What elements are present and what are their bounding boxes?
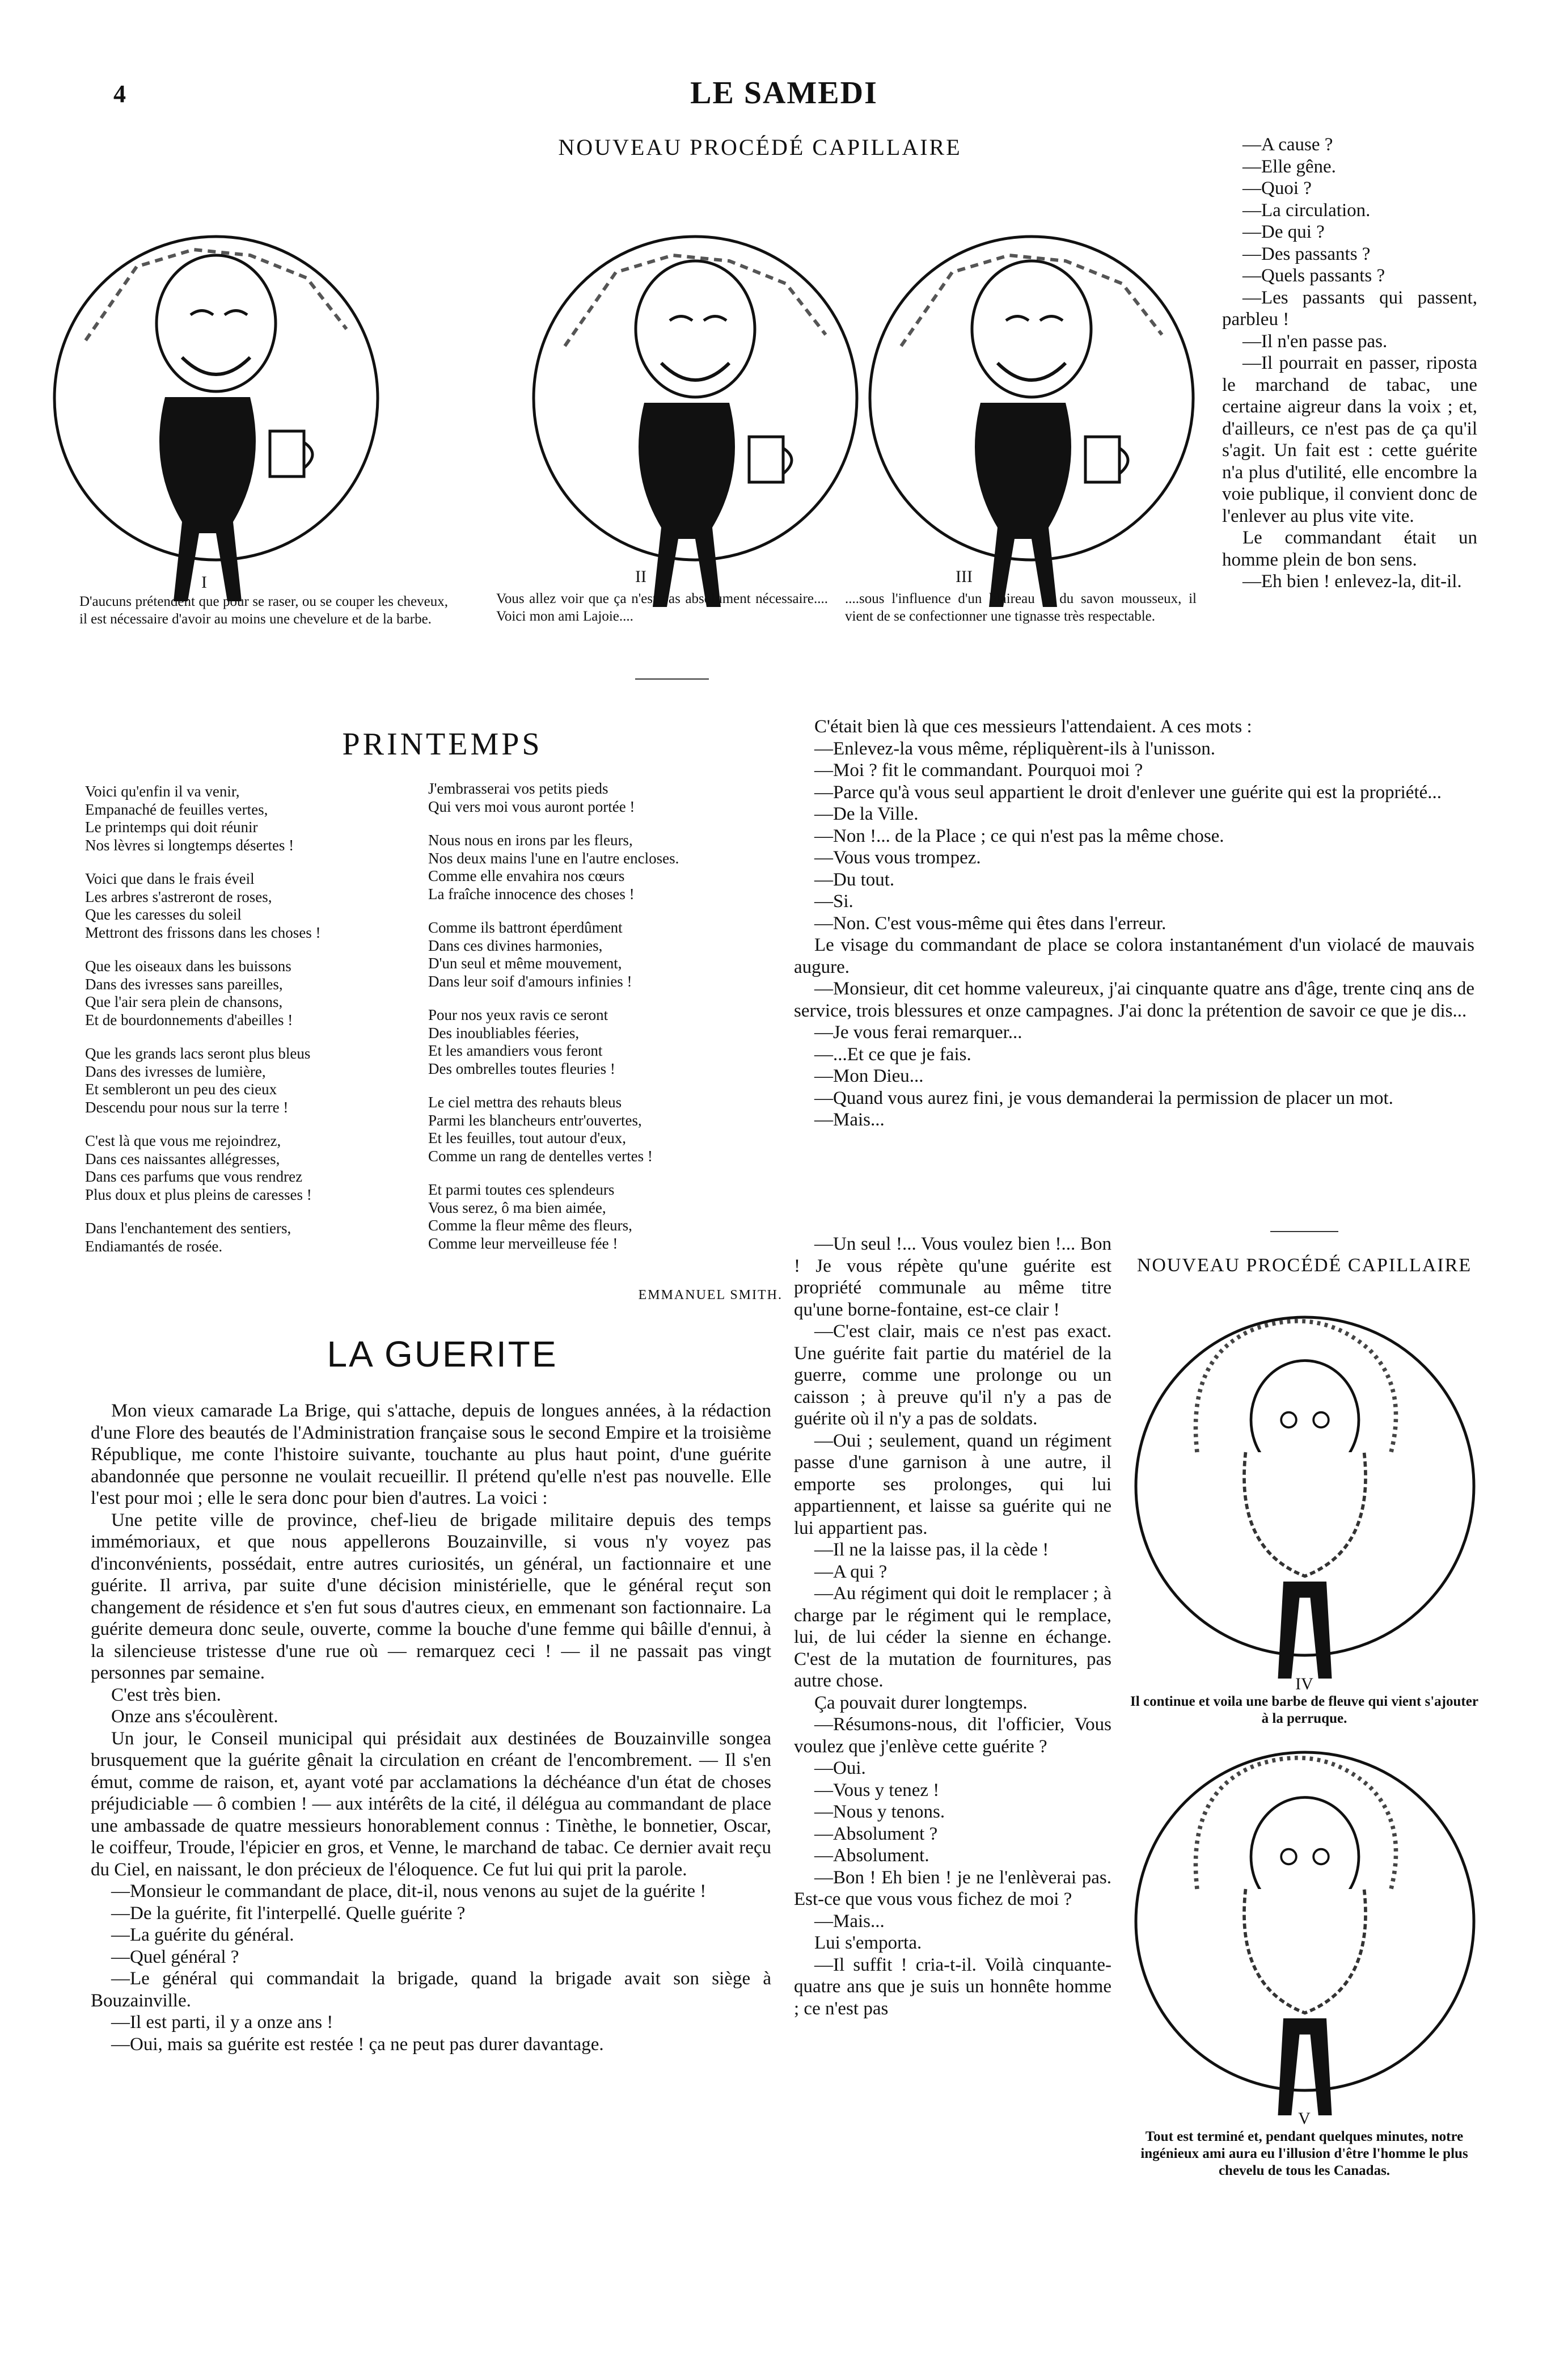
verse: Voici qu'enfin il va venir, <box>85 783 240 800</box>
verse: Dans ces naissantes allégresses, <box>85 1150 280 1167</box>
panel-4-number: IV <box>1295 1675 1313 1693</box>
stanza <box>85 1045 425 1116</box>
paragraph: —Vous vous trompez. <box>814 847 981 868</box>
paragraph: —Bon ! Eh bien ! je ne l'enlèverai pas. Est-ce que vous vous fichez de moi ? <box>794 1867 1111 1909</box>
paragraph: —Vous y tenez ! <box>814 1780 940 1801</box>
verse: Et de bourdonnements d'abeilles ! <box>85 1011 293 1028</box>
verse: Et sembleront un peu des cieux <box>85 1081 277 1098</box>
panel-2-illustration <box>534 237 857 607</box>
paragraph: —Il ne la laisse pas, il la cède ! <box>814 1540 1049 1560</box>
paragraph: —Si. <box>814 891 853 912</box>
panel-5-illustration <box>1136 1752 1474 2115</box>
paragraph: —Parce qu'à vous seul appartient le droit d'enlever une guérite qui est la propriété... <box>814 782 1442 803</box>
paragraph: Mon vieux camarade La Brige, qui s'attache, depuis de longues années, à la rédaction d'une Flore des beautés de l'Administration française sous le second Empire et la troisième République, me conte l'histoire suivante, touchante au plus haut point, d'une guérite abandonnée que personne ne voulait recueillir. Il prétend qu'elle n'est pas nouvelle. Elle l'est pour moi ; elle le sera donc pour bien d'autres. La voici : <box>91 1401 771 1508</box>
verse: Et les feuilles, tout autour d'eux, <box>428 1129 627 1146</box>
verse: Plus doux et plus pleins de caresses ! <box>85 1186 312 1203</box>
paragraph: —A qui ? <box>814 1561 887 1582</box>
verse: Comme elle envahira nos cœurs <box>428 867 625 884</box>
paragraph: —Nous y tenons. <box>814 1802 945 1822</box>
paragraph: —La circulation. <box>1242 200 1371 221</box>
paragraph: —Enlevez-la vous même, répliquèrent-ils à l'unisson. <box>814 738 1216 759</box>
paragraph: —Oui. <box>814 1758 866 1778</box>
paragraph: Ça pouvait durer longtemps. <box>814 1692 1028 1713</box>
stanza <box>428 1181 780 1253</box>
paragraph: C'est très bien. <box>111 1684 221 1705</box>
paragraph: —Il n'en passe pas. <box>1242 331 1388 352</box>
paragraph: —Des passants ? <box>1242 243 1371 264</box>
verse: Les arbres s'astreront de roses, <box>85 888 272 905</box>
paragraph: Le commandant était un homme plein de bon sens. <box>1222 528 1477 570</box>
stanza <box>428 1006 780 1078</box>
verse: Comme un rang de dentelles vertes ! <box>428 1147 653 1165</box>
paragraph: Une petite ville de province, chef-lieu de brigade militaire depuis des temps immémoriaux, et que nous appellerons Bouzainville, si vous n'y voyez pas d'inconvénients, possédait, entre autres curiosités, un général, un factionnaire et une guérite. Il arriva, par suite d'une décision ministérielle, que le général reçut son changement de résidence et s'en fut sous d'autres cieux, en emmenant son factionnaire. La guérite demeura donc seule, ouverte, comme la bouche d'une femme qui bâille d'ennui, à la silencieuse tristesse d'une rue où — remarquez ceci ! — il ne passait pas vingt personnes par semaine. <box>91 1510 771 1683</box>
verse: C'est là que vous me rejoindrez, <box>85 1132 281 1149</box>
paragraph: —Oui, mais sa guérite est restée ! ça ne peut pas durer davantage. <box>111 2034 604 2055</box>
paragraph: —Il pourrait en passer, riposta le marchand de tabac, une certaine aigreur dans la voix ; et, d'ailleurs, ce n'est pas de ça qu'il s'agit. Un fait est : cette guérite n'a plus d'utilité, elle encombre la voie publique, il convient donc de l'enlever au plus vite vite. <box>1222 353 1477 526</box>
verse: J'embrasserai vos petits pieds <box>428 780 608 797</box>
paragraph: —Quoi ? <box>1242 178 1312 199</box>
paragraph: —Moi ? fit le commandant. Pourquoi moi ? <box>814 760 1143 781</box>
page-number: 4 <box>113 80 126 108</box>
paragraph: —Eh bien ! enlevez-la, dit-il. <box>1242 571 1462 592</box>
poem-signature: EMMANUEL SMITH. <box>638 1288 783 1302</box>
paragraph: —Mon Dieu... <box>814 1066 924 1086</box>
verse: Descendu pour nous sur la terre ! <box>85 1098 289 1116</box>
verse: Le printemps qui doit réunir <box>85 819 258 836</box>
poem-left-column <box>85 783 425 1271</box>
verse: Que les caresses du soleil <box>85 906 242 923</box>
verse: La fraîche innocence des choses ! <box>428 885 635 903</box>
panel-5-caption: Tout est terminé et, pendant quelques minutes, notre ingénieux ami aura eu l'illusion d'être l'homme le plus chevelu de tous les Canadas. <box>1140 2129 1468 2178</box>
stanza <box>428 1094 780 1165</box>
verse: Empanaché de feuilles vertes, <box>85 800 268 818</box>
verse: Voici que dans le frais éveil <box>85 870 255 887</box>
divider <box>635 678 709 680</box>
verse: Que les oiseaux dans les buissons <box>85 958 291 975</box>
paragraph: —Quels passants ? <box>1242 265 1385 286</box>
panel-2-caption: Vous allez voir que ça n'est pas absolument nécessaire.... Voici mon ami Lajoie.... <box>496 591 828 624</box>
paragraph: —Un seul !... Vous voulez bien !... Bon ! Je vous répète qu'une guérite est propriété communale au même titre qu'une borne-fontaine, est-ce clair ! <box>794 1234 1111 1320</box>
story-column-2-narrow <box>794 1233 1111 2019</box>
panel-3-illustration <box>870 237 1193 607</box>
verse: Dans ces divines harmonies, <box>428 937 603 954</box>
masthead: LE SAMEDI <box>690 75 878 111</box>
verse: Vous serez, ô ma bien aimée, <box>428 1199 606 1216</box>
verse: Et les amandiers vous feront <box>428 1042 603 1059</box>
stanza <box>85 958 425 1029</box>
verse: Endiamantés de rosée. <box>85 1237 223 1255</box>
verse: Comme leur merveilleuse fée ! <box>428 1234 618 1252</box>
verse: Mettront des frissons dans les choses ! <box>85 924 321 941</box>
stanza <box>85 783 425 854</box>
verse: Des inoubliables féeries, <box>428 1024 580 1042</box>
verse: Dans l'enchantement des sentiers, <box>85 1220 291 1237</box>
paragraph: —...Et ce que je fais. <box>814 1044 971 1065</box>
verse: Dans ces parfums que vous rendrez <box>85 1168 303 1185</box>
paragraph: —La guérite du général. <box>111 1925 294 1945</box>
cartoon-title-2: NOUVEAU PROCÉDÉ CAPILLAIRE <box>1136 1255 1472 1276</box>
story-column-2-wide <box>794 716 1474 1131</box>
stanza <box>85 1220 425 1255</box>
paragraph: —Mais... <box>814 1911 885 1932</box>
divider <box>1270 1231 1338 1232</box>
paragraph: —Elle gêne. <box>1242 156 1336 177</box>
cartoon-title: NOUVEAU PROCÉDÉ CAPILLAIRE <box>558 134 962 160</box>
paragraph: —Les passants qui passent, parbleu ! <box>1222 287 1477 330</box>
panel-3-caption: ....sous l'influence d'un blaireau et du savon mousseux, il vient de se confectionner une tignasse très respectable. <box>845 591 1197 624</box>
verse: Nous nous en irons par les fleurs, <box>428 832 633 849</box>
verse: Que les grands lacs seront plus bleus <box>85 1045 311 1062</box>
story-title: LA GUERITE <box>327 1334 558 1374</box>
panel-5-number: V <box>1298 2109 1311 2128</box>
verse: Dans leur soif d'amours infinies ! <box>428 972 632 990</box>
verse: Dans des ivresses de lumière, <box>85 1062 266 1080</box>
paragraph: —Monsieur le commandant de place, dit-il, nous venons au sujet de la guérite ! <box>111 1881 707 1901</box>
stanza <box>85 870 425 942</box>
paragraph: —Quel général ? <box>111 1946 239 1967</box>
poem-right-column <box>428 780 780 1268</box>
verse: Nos deux mains l'une en l'autre encloses. <box>428 849 679 867</box>
verse: Pour nos yeux ravis ce seront <box>428 1006 608 1023</box>
paragraph: —De la Ville. <box>814 804 919 824</box>
verse: Dans des ivresses sans pareilles, <box>85 975 283 993</box>
stanza <box>85 1132 425 1204</box>
paragraph: Lui s'emporta. <box>814 1933 922 1953</box>
paragraph: —Monsieur, dit cet homme valeureux, j'ai cinquante quatre ans d'âge, trente cinq ans de service, trois blessures et onze campagnes. J'ai donc la prétention de savoir ce que je dis... <box>794 979 1474 1021</box>
paragraph: —Oui ; seulement, quand un régiment passe d'une garnison à une autre, il emporte ses prolonges, qui lui appartiennent, et laisse sa guérite qui ne lui appartient pas. <box>794 1430 1111 1538</box>
paragraph: C'était bien là que ces messieurs l'attendaient. A ces mots : <box>814 716 1252 737</box>
paragraph: —Absolument ? <box>814 1823 938 1844</box>
story-column-3-top <box>1222 134 1477 593</box>
paragraph: —De la guérite, fit l'interpellé. Quelle guérite ? <box>111 1903 466 1924</box>
panel-1-number: I <box>201 573 207 592</box>
paragraph: —Je vous ferai remarquer... <box>814 1022 1022 1043</box>
paragraph: —Le général qui commandait la brigade, quand la brigade avait son siège à Bouzainville. <box>91 1968 771 2011</box>
paragraph: Onze ans s'écoulèrent. <box>111 1706 278 1727</box>
paragraph: —De qui ? <box>1242 222 1325 242</box>
paragraph: —Du tout. <box>814 869 895 890</box>
verse: Le ciel mettra des rehauts bleus <box>428 1094 622 1111</box>
stanza <box>428 780 780 816</box>
paragraph: Un jour, le Conseil municipal qui présidait aux destinées de Bouzainville songea brusquement que la guérite gênait la circulation en créant de l'encombrement. — Il s'en émut, comme de raison, et, ayant voté par acclamations la déchéance d'un état de choses préjudiciable — ô combien ! — aux intérêts de la cité, il délégua au commandant de place une ambassade de quatre messieurs honorablement connus : Tinèthe, le bonnetier, Oscar, le coiffeur, Troude, l'épicier en gros, et Venne, le marchand de tabac. Ce dernier avait reçu du Ciel, en naissant, le don précieux de l'éloquence. Ce fut lui qui prit la parole. <box>91 1728 771 1880</box>
stanza <box>428 832 780 903</box>
verse: Qui vers moi vous auront portée ! <box>428 798 635 815</box>
verse: Parmi les blancheurs entr'ouvertes, <box>428 1111 642 1129</box>
paragraph: —Non. C'est vous-même qui êtes dans l'erreur. <box>814 913 1167 934</box>
verse: Nos lèvres si longtemps désertes ! <box>85 836 294 854</box>
paragraph: —Absolument. <box>814 1845 929 1866</box>
paragraph: —Résumons-nous, dit l'officier, Vous voulez que j'enlève cette guérite ? <box>794 1714 1111 1757</box>
paragraph: —A cause ? <box>1242 134 1333 155</box>
panel-4-illustration <box>1136 1317 1474 1679</box>
story-column-1 <box>91 1400 771 2055</box>
paragraph: —Il est parti, il y a onze ans ! <box>111 2012 333 2033</box>
paragraph: Le visage du commandant de place se colora instantanément d'un violacé de mauvais augure. <box>794 935 1474 977</box>
poem-title: PRINTEMPS <box>342 727 543 762</box>
verse: Que l'air sera plein de chansons, <box>85 993 283 1010</box>
paragraph: —C'est clair, mais ce n'est pas exact. Une guérite fait partie du matériel de la guerre, comme une prolonge ou un caisson ; à preuve qu'il n'y a pas de guérite où il n'y a pas de soldats. <box>794 1321 1111 1429</box>
paragraph: —Non !... de la Place ; ce qui n'est pas la même chose. <box>814 825 1224 846</box>
verse: Comme ils battront éperdûment <box>428 919 623 936</box>
panel-1-caption: D'aucuns prétendent que pour se raser, ou se couper les cheveux, il est nécessaire d'avoir au moins une chevelure et de la barbe. <box>79 594 448 627</box>
verse: Et parmi toutes ces splendeurs <box>428 1181 615 1198</box>
panel-3-number: III <box>956 567 973 586</box>
paragraph: —Quand vous aurez fini, je vous demanderai la permission de placer un mot. <box>814 1087 1393 1108</box>
panel-4-caption: Il continue et voila une barbe de fleuve qui vient s'ajouter à la perruque. <box>1130 1694 1478 1726</box>
verse: D'un seul et même mouvement, <box>428 955 622 972</box>
paragraph: —Au régiment qui doit le remplacer ; à charge par le régiment qui le remplace, lui, de lui céder la sienne en échange. C'est de la mutation de fournitures, pas autre chose. <box>794 1583 1111 1691</box>
stanza <box>428 919 780 990</box>
panel-2-number: II <box>635 567 646 586</box>
verse: Des ombrelles toutes fleuries ! <box>428 1060 615 1077</box>
verse: Comme la fleur même des fleurs, <box>428 1217 632 1234</box>
paragraph: —Il suffit ! cria-t-il. Voilà cinquante-quatre ans que je suis un honnête homme ; ce n'est pas <box>794 1954 1111 2019</box>
paragraph: —Mais... <box>814 1110 885 1130</box>
panel-1-illustration <box>54 237 378 601</box>
